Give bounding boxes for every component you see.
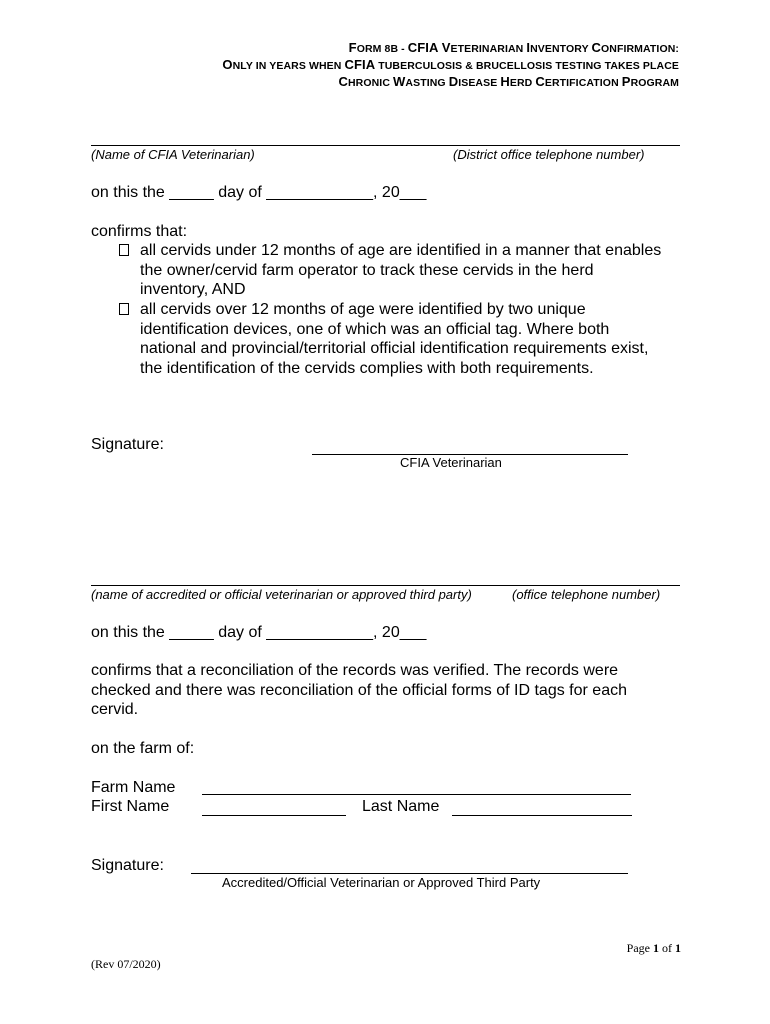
farm-of-label: on the farm of:	[91, 740, 195, 757]
checkbox-icon	[119, 244, 129, 256]
program-text: C	[535, 74, 545, 89]
accredited-signature-line[interactable]	[191, 873, 628, 874]
last-name-field[interactable]	[452, 815, 632, 816]
program-text: ISEASE	[458, 77, 501, 89]
paragraph-line: cervid.	[91, 701, 139, 718]
program-text: D	[448, 74, 459, 89]
page-of: of	[659, 941, 675, 955]
title-text: F	[348, 40, 357, 55]
title-text: CFIA	[407, 40, 439, 55]
paragraph-line: confirms that a reconciliation of the records was verified. The records were	[91, 662, 619, 679]
accredited-signature-caption: Accredited/Official Veterinarian or Approved Third Party	[222, 875, 541, 890]
program-text: P	[621, 74, 631, 89]
bullet-1-line: all cervids under 12 months of age are identified in a manner that enables	[140, 242, 662, 259]
signature-label-2: Signature:	[91, 857, 164, 874]
accredited-vet-name-label: (name of accredited or official veterinarian or approved third party)	[91, 587, 472, 602]
program-text: ERD	[509, 77, 536, 89]
accredited-vet-name-line[interactable]	[91, 585, 680, 586]
subtitle-text: O	[222, 57, 233, 72]
title-text: ONFIRMATION:	[601, 43, 679, 55]
signature-label-1: Signature:	[91, 436, 164, 453]
title-text: I	[526, 40, 531, 55]
last-name-label: Last Name	[362, 798, 440, 815]
title-text: ORM 8B -	[356, 43, 408, 55]
bullet-2-line: the identification of the cervids complies with both requirements.	[140, 359, 594, 377]
program-title	[338, 74, 679, 89]
page-current: 1	[653, 941, 659, 955]
reconciliation-paragraph	[91, 661, 627, 720]
first-name-field[interactable]	[202, 815, 346, 816]
checkbox-icon	[119, 303, 129, 315]
date-line-2: on this the _____ day of ____________, 20___	[91, 624, 427, 641]
revision-date: (Rev 07/2020)	[91, 957, 161, 971]
program-text: W	[393, 74, 406, 89]
page-total: 1	[675, 941, 681, 955]
program-text: C	[338, 74, 348, 89]
confirms-heading: confirms that:	[91, 223, 188, 240]
bullet-2-line: all cervids over 12 months of age were identified by two unique	[140, 301, 586, 318]
title-text: C	[591, 40, 601, 55]
program-text: ROGRAM	[630, 77, 679, 89]
farm-name-field[interactable]	[202, 794, 631, 795]
form-subtitle	[222, 57, 679, 72]
program-text: HRONIC	[347, 77, 394, 89]
bullet-2-line: identification devices, one of which was an official tag. Where both	[140, 320, 610, 338]
office-phone-label: (office telephone number)	[512, 587, 661, 602]
bullet-1-line: inventory, AND	[140, 281, 246, 298]
bullet-1-line: the owner/cervid farm operator to track these cervids in the herd	[140, 261, 594, 279]
program-text: ASTING	[405, 77, 449, 89]
page-prefix: Page	[626, 941, 653, 955]
district-phone-label: (District office telephone number)	[453, 147, 645, 162]
bullet-1	[140, 241, 661, 300]
first-name-label: First Name	[91, 798, 170, 815]
farm-name-label: Farm Name	[91, 779, 176, 796]
cfia-vet-name-label: (Name of CFIA Veterinarian)	[91, 147, 255, 162]
page-number	[627, 941, 681, 956]
form-title	[349, 40, 679, 55]
program-text: H	[500, 74, 510, 89]
paragraph-line: checked and there was reconciliation of the official forms of ID tags for each	[91, 681, 627, 699]
bullet-2	[140, 300, 648, 378]
date-line-1: on this the _____ day of ____________, 20___	[91, 184, 427, 201]
bullet-2-line: national and provincial/territorial official identification requirements exist,	[140, 340, 649, 357]
cfia-signature-caption: CFIA Veterinarian	[400, 455, 502, 470]
subtitle-text: TUBERCULOSIS & BRUCELLOSIS TESTING TAKES PLACE	[375, 60, 679, 72]
title-text: NVENTORY	[530, 43, 592, 55]
cfia-vet-name-line[interactable]	[91, 145, 680, 146]
subtitle-text: NLY IN YEARS WHEN	[232, 60, 345, 72]
title-text: V	[438, 40, 451, 55]
title-text: ETERINARIAN	[450, 43, 527, 55]
subtitle-text: CFIA	[344, 57, 376, 72]
program-text: ERTIFICATION	[544, 77, 622, 89]
